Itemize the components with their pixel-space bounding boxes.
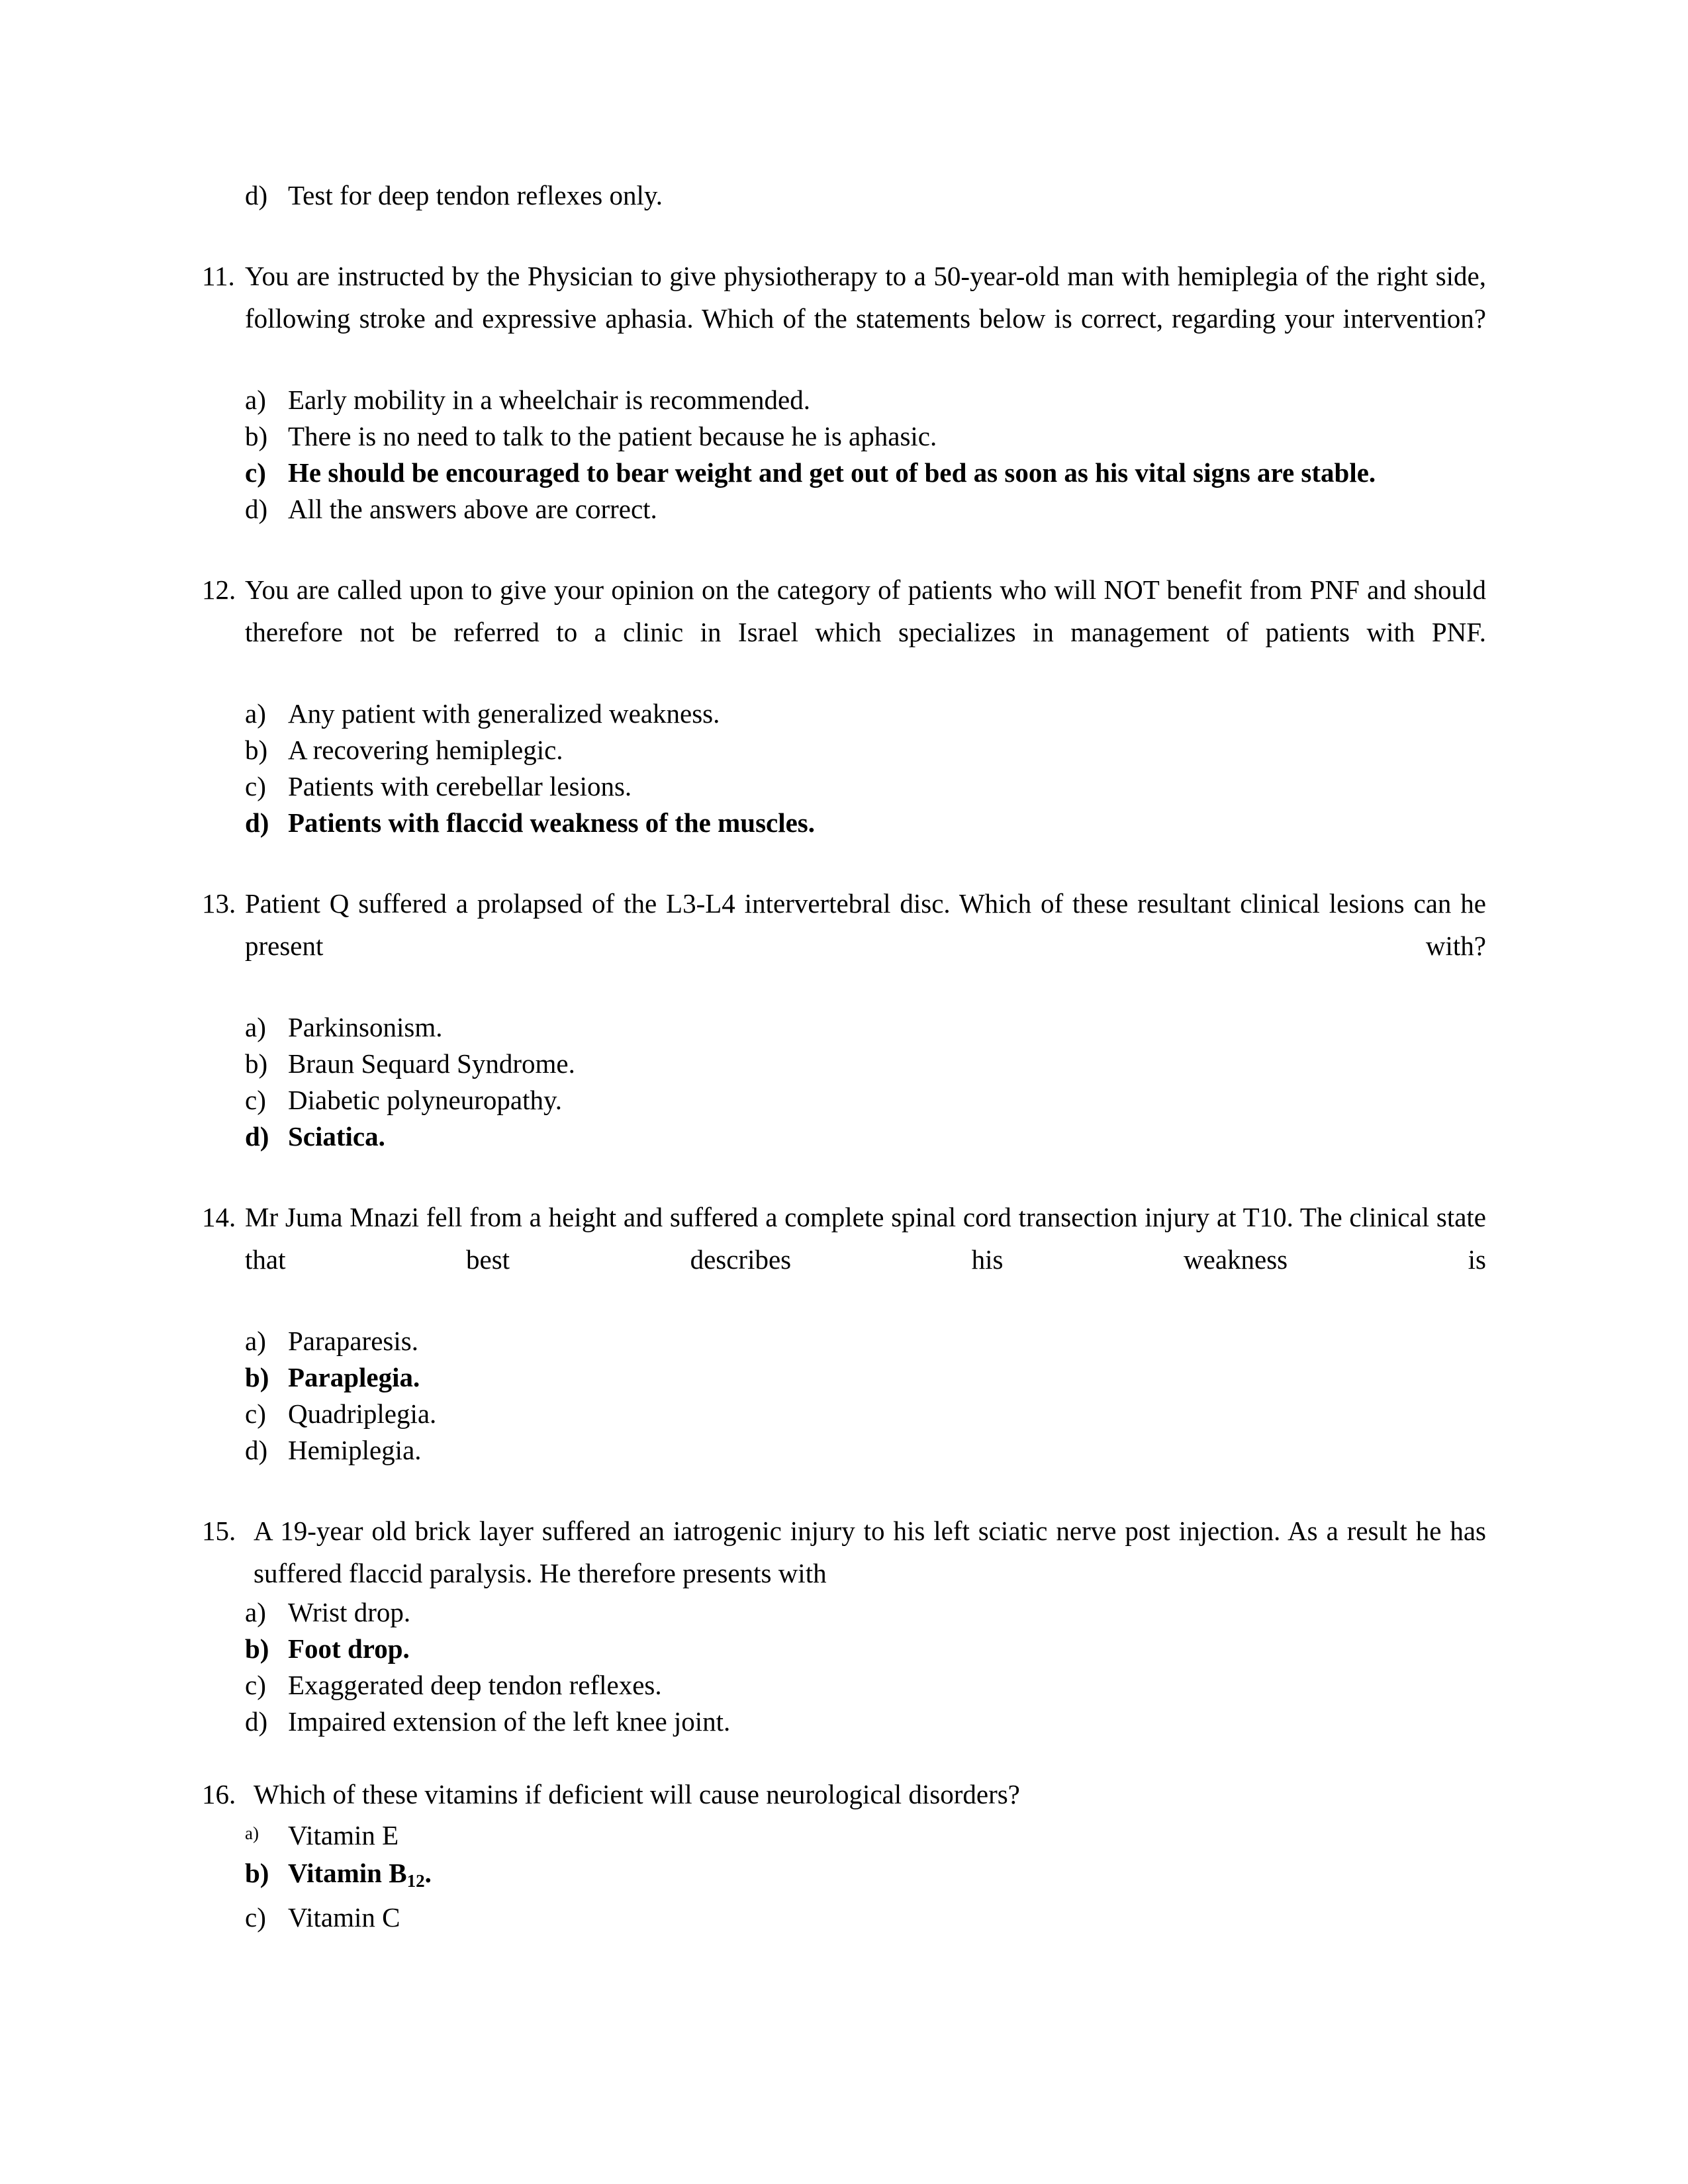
option-letter: c) <box>245 1085 266 1115</box>
option-letter: a) <box>245 698 266 729</box>
question-text: Mr Juma Mnazi fell from a height and suffered a complete spinal cord transection injury at T10. The clinical state that best describes his weakness is <box>245 1202 1486 1275</box>
question-stem-12 <box>202 569 1486 696</box>
option-text: Parkinsonism. <box>288 1012 443 1042</box>
list-item <box>202 1009 1486 1046</box>
option-text: He should be encouraged to bear weight and get out of bed as soon as his vital signs are stable. <box>288 457 1376 488</box>
question-stem-16 <box>202 1773 1486 1815</box>
list-item <box>202 382 1486 418</box>
option-text: Impaired extension of the left knee joint. <box>288 1706 731 1737</box>
option-text: Foot drop. <box>288 1633 410 1664</box>
option-letter: a) <box>245 1326 266 1356</box>
option-letter: a) <box>245 1597 266 1627</box>
option-text: Patients with cerebellar lesions. <box>288 771 632 801</box>
option-letter: b) <box>245 1858 269 1888</box>
list-item-correct <box>202 1118 1486 1155</box>
option-letter: b) <box>245 1362 269 1392</box>
list-item-correct <box>202 455 1486 491</box>
list-item <box>202 768 1486 805</box>
question-text: You are called upon to give your opinion on the category of patients who will NOT benefit from PNF and should therefore not be referred to a clinic in Israel which specializes in management of patients with PNF. <box>245 574 1486 647</box>
question-block-16 <box>202 1773 1486 1936</box>
question-number: 13. <box>202 888 236 919</box>
option-text: A recovering hemiplegic. <box>288 735 563 765</box>
option-text: Sciatica. <box>288 1121 385 1152</box>
question-stem-11 <box>202 255 1486 382</box>
page-content <box>202 177 1486 1936</box>
option-text: Test for deep tendon reflexes only. <box>288 180 663 210</box>
list-item <box>202 1396 1486 1432</box>
option-text: Braun Sequard Syndrome. <box>288 1048 575 1079</box>
option-group-16 <box>202 1815 1486 1936</box>
option-letter: b) <box>245 421 268 451</box>
option-text: Hemiplegia. <box>288 1435 422 1465</box>
option-text: All the answers above are correct. <box>288 494 657 524</box>
list-item <box>202 1432 1486 1469</box>
spacer <box>202 527 1486 569</box>
question-block-13 <box>202 882 1486 1155</box>
option-text: Patients with flaccid weakness of the muscles. <box>288 807 816 838</box>
question-block-14 <box>202 1196 1486 1469</box>
list-item-correct <box>202 805 1486 841</box>
question-block-15 <box>202 1510 1486 1740</box>
option-group-14 <box>202 1323 1486 1469</box>
option-letter: a) <box>245 1012 266 1042</box>
option-text: Diabetic polyneuropathy. <box>288 1085 563 1115</box>
list-item <box>202 418 1486 455</box>
question-number: 16. <box>202 1779 236 1809</box>
question-text: Which of these vitamins if deficient will cause neurological disorders? <box>254 1779 1020 1809</box>
question-stem-14 <box>202 1196 1486 1323</box>
option-text: Wrist drop. <box>288 1597 411 1627</box>
option-letter: c) <box>245 1398 266 1429</box>
option-letter: b) <box>245 1633 269 1664</box>
list-item <box>202 1046 1486 1082</box>
option-letter: d) <box>245 1706 268 1737</box>
question-block-12 <box>202 569 1486 841</box>
option-group-15 <box>202 1594 1486 1740</box>
list-item <box>202 1704 1486 1740</box>
option-letter: c) <box>245 1901 266 1933</box>
option-text: Early mobility in a wheelchair is recommended. <box>288 385 810 415</box>
option-text: Vitamin E <box>288 1820 399 1850</box>
list-item-correct <box>202 1631 1486 1667</box>
option-letter: d) <box>245 807 269 838</box>
option-text: Paraparesis. <box>288 1326 418 1356</box>
question-number: 15. <box>202 1516 236 1546</box>
list-item <box>202 1594 1486 1631</box>
question-block-11 <box>202 255 1486 527</box>
spacer <box>202 841 1486 882</box>
option-text: There is no need to talk to the patient because he is aphasic. <box>288 421 937 451</box>
question-stem-15 <box>202 1510 1486 1594</box>
option-text: Any patient with generalized weakness. <box>288 698 720 729</box>
option-text: Vitamin C <box>288 1901 400 1933</box>
spacer <box>202 1469 1486 1510</box>
option-letter: b) <box>245 1048 268 1079</box>
option-text: Exaggerated deep tendon reflexes. <box>288 1670 662 1700</box>
list-item <box>202 1082 1486 1118</box>
option-letter: d) <box>245 1435 268 1465</box>
option-suffix: . <box>424 1858 432 1888</box>
list-item <box>202 732 1486 768</box>
list-item <box>202 177 1486 214</box>
question-stem-13 <box>202 882 1486 1009</box>
orphan-option-group <box>202 177 1486 214</box>
list-item <box>202 1899 1486 1936</box>
option-text: Paraplegia. <box>288 1362 420 1392</box>
list-item <box>202 696 1486 732</box>
list-item-correct <box>202 1359 1486 1396</box>
option-subscript: 12 <box>406 1870 425 1891</box>
question-number: 12. <box>202 574 236 605</box>
list-item-correct <box>202 1855 1486 1899</box>
list-item <box>202 491 1486 527</box>
option-letter: c) <box>245 457 266 488</box>
spacer <box>202 1740 1486 1773</box>
option-group-11 <box>202 382 1486 527</box>
list-item <box>202 1815 1486 1855</box>
spacer <box>202 1155 1486 1196</box>
option-text: Quadriplegia. <box>288 1398 437 1429</box>
question-text: You are instructed by the Physician to give physiotherapy to a 50-year-old man with hemiplegia of the right side, following stroke and expressive aphasia. Which of the statements below is correct, regarding your intervention? <box>245 261 1486 334</box>
list-item <box>202 1667 1486 1704</box>
question-number: 11. <box>202 261 235 291</box>
option-letter: c) <box>245 1670 266 1700</box>
option-letter: a) <box>245 385 266 415</box>
option-letter: c) <box>245 771 266 801</box>
option-group-12 <box>202 696 1486 841</box>
option-letter: d) <box>245 494 268 524</box>
question-text: A 19-year old brick layer suffered an iatrogenic injury to his left sciatic nerve post injection. As a result he has suffered flaccid paralysis. He therefore presents with <box>254 1516 1486 1588</box>
question-text: Patient Q suffered a prolapsed of the L3-L4 intervertebral disc. Which of these resultant clinical lesions can he present with? <box>245 888 1486 961</box>
option-letter: d) <box>245 1121 269 1152</box>
spacer <box>202 214 1486 255</box>
option-letter: b) <box>245 735 268 765</box>
option-letter: d) <box>245 180 268 210</box>
option-letter: a) <box>245 1823 259 1843</box>
list-item <box>202 1323 1486 1359</box>
option-group-13 <box>202 1009 1486 1155</box>
option-text: Vitamin B <box>288 1858 407 1888</box>
question-number: 14. <box>202 1202 236 1232</box>
